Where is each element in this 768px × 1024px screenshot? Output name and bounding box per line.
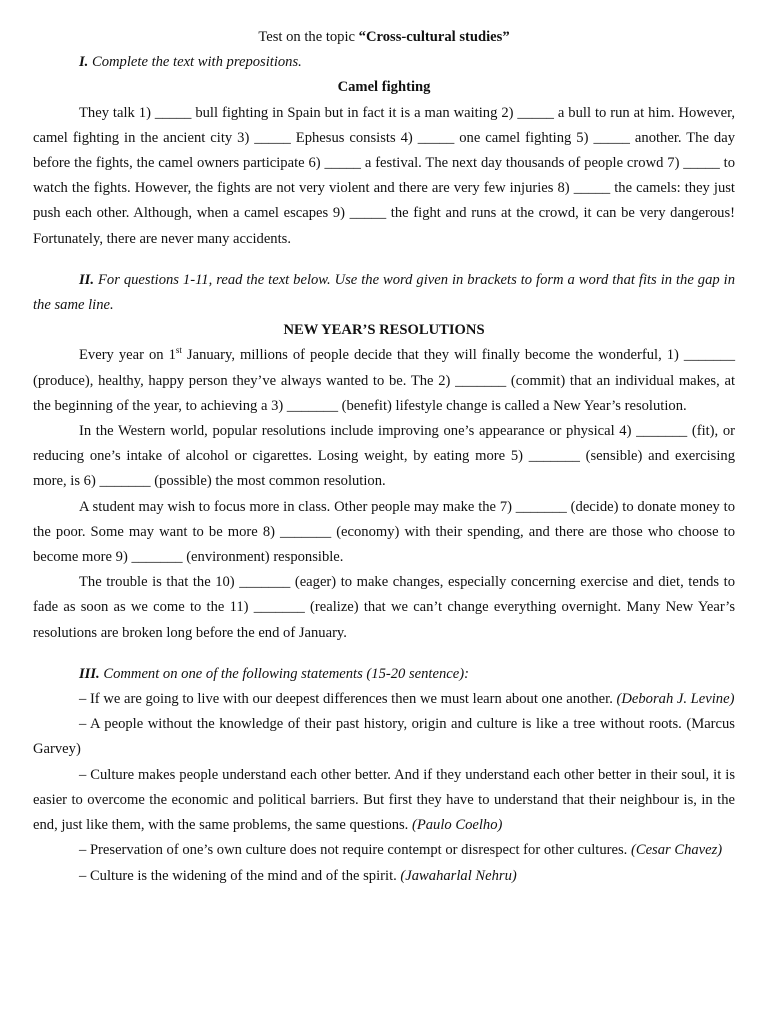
quote-author: (Paulo Coelho) bbox=[411, 817, 503, 834]
quote-text: – If we are going to live with our deepest differences then we must learn about one another. bbox=[79, 691, 617, 708]
p1-before: Every year on 1 bbox=[79, 347, 176, 364]
section2-instruction bbox=[33, 268, 735, 318]
section3-instruction bbox=[33, 662, 735, 687]
section1-text: They talk 1) _____ bull fighting in Spain but in fact it is a man waiting 2) _____ a bull to run at him. However, camel fighting in the ancient city 3) _____ Ephesus consists 4) _____ one camel fighting 5) _____ another. The day before the fights, the camel owners participate 6) _____ a festival. The next day thousands of people crowd 7) _____ to watch the fights. However, the fights are not very violent and there are very few injuries 8) _____ the camels: they just push each other. Although, when a camel escapes 9) _____ the fight and runs at the crowd, it can be very dangerous! Fortunately, there are never many accidents. bbox=[33, 104, 735, 247]
section1-instruction bbox=[33, 50, 735, 75]
title-prefix: Test on the topic bbox=[258, 29, 356, 45]
quote-author: (Jawaharlal Nehru) bbox=[400, 867, 517, 884]
section2-paragraph-3: A student may wish to focus more in class. Other people may make the 7) _______ (decide) to donate money to the poor. Some may want to be more 8) _______ (economy) with their spending, and there are those who choose to become more 9) _______ (environment) responsible. bbox=[33, 498, 735, 566]
section3-instruction-text: Comment on one of the following statements (15-20 sentence): bbox=[103, 665, 469, 682]
section2-number: II. bbox=[79, 271, 95, 288]
page-title bbox=[33, 25, 735, 50]
quote-author: (Cesar Chavez) bbox=[630, 842, 723, 859]
quote-text: – Preservation of one’s own culture does not require contempt or disrespect for other cultures. bbox=[79, 842, 631, 859]
quote-list bbox=[33, 687, 735, 889]
section3-number: III. bbox=[79, 665, 100, 682]
section2-paragraph-4: The trouble is that the 10) _______ (eager) to make changes, especially concerning exercise and diet, tends to fade as soon as we come to the 11) _______ (realize) that we can’t change everything overnight. Many New Year’s resolutions are broken long before the end of January. bbox=[33, 574, 735, 641]
quote-item bbox=[33, 712, 735, 762]
quote-item bbox=[33, 838, 735, 863]
quote-item bbox=[33, 864, 735, 889]
section1-heading: Camel fighting bbox=[337, 79, 431, 96]
section2-instruction-text: For questions 1-11, read the text below. Use the word given in brackets to form a word that fits in the gap in the same line. bbox=[33, 271, 735, 314]
quote-author: (Deborah J. Levine) bbox=[616, 691, 735, 708]
quote-author: (Marcus Garvey) bbox=[33, 716, 735, 758]
p1-superscript: st bbox=[175, 345, 182, 356]
section1-number: I. bbox=[79, 54, 89, 71]
quote-item bbox=[33, 687, 735, 712]
section1-instruction-text: Complete the text with prepositions. bbox=[91, 54, 302, 71]
p1-after: January, millions of people decide that they will finally become the wonderful, 1) _______ (produce), healthy, happy person they’ve always wanted to be. The 2) _______ (commit) that an individual makes, at the beginning of the year, to achieving a 3) _______ (benefit) lifestyle change is called a New Year’s resolution. bbox=[33, 347, 735, 414]
section2-paragraph-1 bbox=[33, 343, 735, 419]
quote-text: – Culture is the widening of the mind and of the spirit. bbox=[79, 867, 401, 884]
quote-text: – Culture makes people understand each other better. And if they understand each other better in their soul, it is easier to overcome the economic and political barriers. But first they have to understand that their neighbour is, in the end, just like them, with the same problems, the same questions. bbox=[33, 766, 735, 834]
title-topic: “Cross-cultural studies” bbox=[358, 29, 510, 45]
section2-heading: NEW YEAR’S RESOLUTIONS bbox=[283, 322, 485, 339]
quote-text: – A people without the knowledge of their past history, origin and culture is like a tree without roots. bbox=[79, 716, 687, 733]
quote-item bbox=[33, 763, 735, 839]
section2-paragraph-2: In the Western world, popular resolutions include improving one’s appearance or physical 4) _______ (fit), or reducing one’s intake of alcohol or cigarettes. Losing weight, by eating more 5) _______ (sensible) and exercising more, is 6) _______ (possible) the most common resolution. bbox=[33, 423, 735, 490]
